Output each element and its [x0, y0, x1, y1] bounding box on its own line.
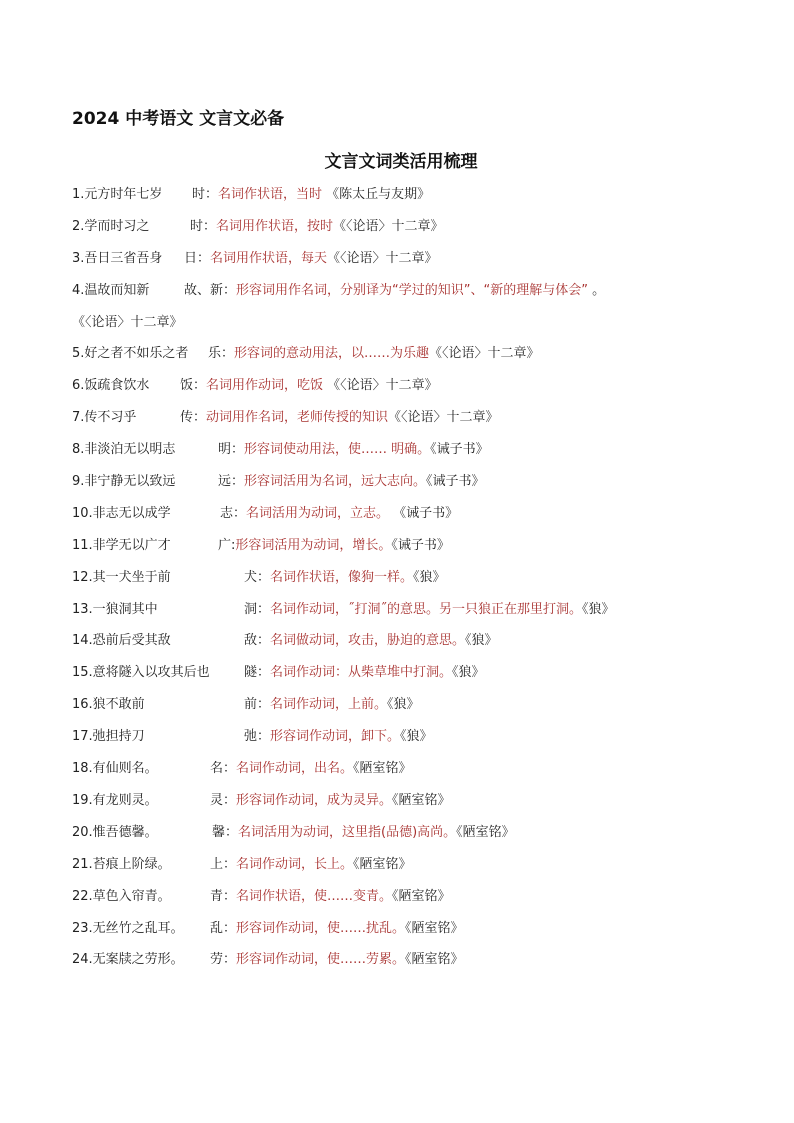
entry-explanation: 形容词用作名词，分别译为“学过的知识”、“新的理解与体会” — [236, 282, 588, 298]
entry-row — [72, 693, 762, 725]
entry-source: 13.一狼洞其中 — [72, 601, 158, 617]
entry-note — [244, 598, 615, 622]
entry-row — [72, 821, 762, 853]
entry-source: 24.无案牍之劳形。 — [72, 952, 184, 968]
entry-source-book: 《狼》 — [582, 601, 615, 617]
entry-keyword: 时： — [192, 187, 219, 202]
entry-row — [72, 725, 762, 757]
entry-note — [212, 821, 515, 845]
entry-note — [218, 438, 489, 462]
entry-source: 2.学而时习之 — [72, 218, 150, 234]
entry-row — [72, 502, 762, 534]
entry-explanation: 名词用作动词，吃饭 — [206, 378, 324, 394]
entry-keyword: 乱： — [210, 920, 237, 936]
entry-note — [190, 215, 444, 239]
entry-keyword: 洞： — [244, 601, 271, 617]
entry-source: 8.非淡泊无以明志 — [72, 442, 176, 458]
entry-keyword: 隧： — [244, 665, 271, 681]
entry-source: 12.其一犬坐于前 — [72, 569, 171, 585]
entry-note — [218, 534, 450, 558]
entry-explanation: 名词作状语，像狗一样。 — [270, 569, 414, 585]
entry-row — [72, 853, 762, 885]
entry-row — [72, 374, 762, 406]
entry-source-book: 《陋室铭》 — [405, 952, 464, 968]
entry-explanation: 名词作动词：从柴草堆中打洞。 — [270, 665, 453, 681]
entry-keyword: 犬： — [244, 569, 271, 585]
entry-keyword: 日： — [184, 250, 211, 266]
entry-explanation: 名词作动词，出名。 — [236, 761, 354, 777]
entry-keyword: 前： — [244, 697, 271, 713]
entry-row — [72, 406, 762, 438]
entry-keyword: 名： — [210, 761, 237, 777]
entry-explanation: 名词活用为动词，立志。 — [246, 505, 390, 521]
section-title-text: 文言文词类活用梳理 — [324, 152, 478, 172]
entry-row — [72, 534, 762, 566]
entry-source-book: 《〈论语〉十二章》 — [388, 410, 499, 426]
entry-source: 15.意将隧入以攻其后也 — [72, 665, 210, 681]
entry-source: 21.苔痕上阶绿。 — [72, 856, 171, 872]
entry-source-book: 《狼》 — [413, 569, 446, 585]
entry-keyword: 传： — [180, 410, 207, 426]
entry-source-book: 《〈论语〉十二章》 — [327, 250, 438, 266]
entry-keyword: 饭： — [180, 378, 207, 394]
entry-source: 7.传不习乎 — [72, 410, 137, 426]
entry-source: 11.非学无以广才 — [72, 537, 171, 553]
entry-row — [72, 789, 762, 821]
entry-row — [72, 438, 762, 470]
entry-note — [220, 502, 458, 526]
entry-keyword: 馨： — [212, 824, 239, 840]
entry-source-book: 《狼》 — [387, 697, 420, 713]
entry-keyword: 乐： — [208, 346, 235, 362]
entry-source-book: 《狼》 — [452, 665, 485, 681]
entry-note — [208, 342, 540, 366]
entry-source-book: 《陋室铭》 — [392, 792, 451, 808]
entry-source-book: 《〈论语〉十二章》 — [72, 314, 183, 330]
entry-source: 3.吾日三省吾身 — [72, 250, 163, 266]
entry-row — [72, 629, 762, 661]
entry-source: 4.温故而知新 — [72, 282, 150, 298]
entry-note — [210, 757, 412, 781]
entry-explanation: 形容词作动词，成为灵异。 — [236, 792, 393, 808]
entry-explanation: 名词作动词，长上。 — [236, 856, 354, 872]
document-title: 2024 中考语文 文言文必备 — [72, 109, 285, 129]
entry-source-book: 《狼》 — [400, 729, 433, 745]
entry-keyword: 敌： — [244, 633, 271, 649]
entry-keyword: 灵： — [210, 792, 237, 808]
entry-source-book: 《陈太丘与友期》 — [322, 187, 431, 202]
entry-row — [72, 885, 762, 917]
entry-source: 16.狼不敢前 — [72, 697, 145, 713]
entry-note — [210, 853, 412, 877]
section-title — [0, 147, 794, 172]
entry-row — [72, 342, 762, 374]
entry-explanation: 名词作动词，上前。 — [270, 697, 388, 713]
entry-source: 19.有龙则灵。 — [72, 792, 158, 808]
entry-note — [210, 789, 451, 813]
entry-explanation: 名词作状语，当时 — [218, 187, 323, 202]
entry-explanation: 名词作状语，使……变青。 — [236, 888, 393, 904]
entry-row — [72, 661, 762, 693]
entry-source-book: 《陋室铭》 — [456, 824, 515, 840]
entry-source-book: 《狼》 — [465, 633, 498, 649]
entry-source-book: 《诫子书》 — [389, 505, 459, 521]
entry-explanation: 名词用作状语，每天 — [210, 250, 328, 266]
entry-note — [244, 725, 433, 749]
entry-source: 5.好之者不如乐之者 — [72, 346, 189, 362]
entry-explanation: 名词用作状语，按时 — [216, 218, 334, 234]
entry-note — [210, 917, 464, 941]
entry-source: 22.草色入帘青。 — [72, 888, 171, 904]
entry-row — [72, 183, 762, 215]
entry-explanation: 名词做动词，攻击，胁迫的意思。 — [270, 633, 466, 649]
entry-source: 10.非志无以成学 — [72, 505, 171, 521]
entry-source-book: 《诫子书》 — [430, 442, 489, 458]
entry-row — [72, 757, 762, 789]
entry-row — [72, 948, 762, 980]
entry-row — [72, 215, 762, 247]
entry-explanation: 形容词的意动用法，以……为乐趣 — [234, 346, 430, 362]
entry-source: 14.恐前后受其敌 — [72, 633, 171, 649]
entry-explanation: 名词活用为动词，这里指(品德)高尚。 — [238, 824, 457, 840]
entry-row — [72, 917, 762, 949]
entry-explanation: 形容词作动词，使……劳累。 — [236, 952, 406, 968]
entry-note — [184, 247, 438, 271]
entry-note — [192, 183, 430, 207]
entry-source: 17.弛担持刀 — [72, 729, 145, 745]
entry-source-book: 。 — [587, 282, 606, 298]
entry-keyword: 上： — [210, 856, 237, 872]
entry-list — [72, 183, 762, 980]
entry-source-book: 《〈论语〉十二章》 — [429, 346, 540, 362]
entry-source-book: 《陋室铭》 — [392, 888, 451, 904]
entry-keyword: 时： — [190, 218, 217, 234]
entry-explanation: 形容词活用为名词，远大志向。 — [244, 474, 427, 490]
entry-source: 20.惟吾德馨。 — [72, 824, 158, 840]
entry-explanation: 形容词作动词，使……扰乱。 — [236, 920, 406, 936]
entry-keyword: 志： — [220, 505, 247, 521]
entry-source-book: 《〈论语〉十二章》 — [323, 378, 438, 394]
entry-source-book: 《陋室铭》 — [353, 856, 412, 872]
entry-source-book: 《陋室铭》 — [353, 761, 412, 777]
entry-row — [72, 279, 762, 343]
entry-source: 23.无丝竹之乱耳。 — [72, 920, 184, 936]
entry-keyword: 青： — [210, 888, 237, 904]
entry-keyword: 明： — [218, 442, 245, 458]
entry-note — [244, 693, 420, 717]
entry-note — [180, 374, 438, 398]
entry-note — [210, 885, 451, 909]
entry-source: 6.饭疏食饮水 — [72, 378, 150, 394]
entry-keyword: 远： — [218, 474, 245, 490]
entry-source: 9.非宁静无以致远 — [72, 474, 176, 490]
entry-explanation: 名词作动词，˝打洞˝的意思。另一只狼正在那里打洞。 — [270, 601, 583, 617]
entry-source-book: 《〈论语〉十二章》 — [333, 218, 444, 234]
entry-keyword: 劳： — [210, 952, 237, 968]
entry-explanation: 动词用作名词，老师传授的知识 — [206, 410, 389, 426]
entry-source: 18.有仙则名。 — [72, 761, 158, 777]
entry-note — [218, 470, 485, 494]
entry-keyword: 弛： — [244, 729, 271, 745]
entry-row — [72, 470, 762, 502]
entry-source: 1.元方时年七岁 — [72, 187, 163, 202]
entry-keyword: 广: — [218, 537, 236, 553]
entry-note — [244, 629, 498, 653]
entry-note — [180, 406, 499, 430]
entry-source-book: 《陋室铭》 — [405, 920, 464, 936]
entry-note — [184, 279, 605, 303]
entry-explanation: 形容词作动词，卸下。 — [270, 729, 401, 745]
entry-keyword: 故、新： — [184, 282, 237, 298]
entry-row — [72, 247, 762, 279]
entry-row — [72, 598, 762, 630]
entry-note — [244, 661, 485, 685]
entry-source-book: 《诫子书》 — [391, 537, 450, 553]
entry-explanation: 形容词活用为动词，增长。 — [235, 537, 392, 553]
entry-note — [244, 566, 446, 590]
entry-source-book: 《诫子书》 — [426, 474, 485, 490]
entry-note — [210, 948, 464, 972]
entry-explanation: 形容词使动用法，使…… 明确。 — [244, 442, 431, 458]
entry-row — [72, 566, 762, 598]
